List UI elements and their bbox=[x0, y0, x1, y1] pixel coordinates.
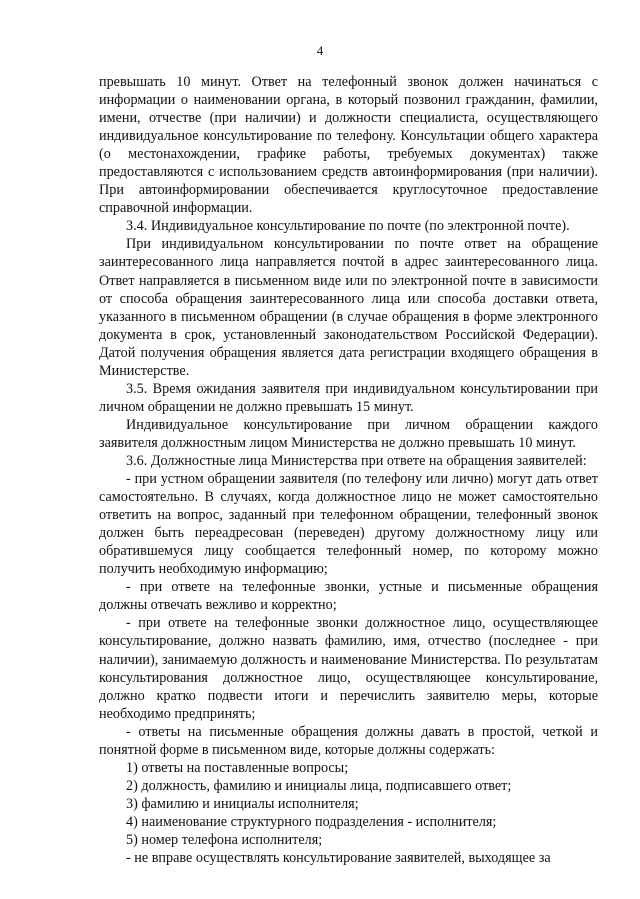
numbered-item-3: 3) фамилию и инициалы исполнителя; bbox=[126, 795, 359, 812]
numbered-item-2: 2) должность, фамилию и инициалы лица, подписавшего ответ; bbox=[126, 777, 512, 794]
list-item-no-consulting-beyond: - не вправе осуществлять консультирование заявителей, выходящее за bbox=[126, 850, 551, 867]
numbered-item-5: 5) номер телефона исполнителя; bbox=[126, 831, 323, 848]
list-item-politeness: - при ответе на телефонные звонки, устные и письменные обращения должны отвечать вежливо и корректно; bbox=[99, 579, 598, 614]
paragraph-continuation: превышать 10 минут. Ответ на телефонный звонок должен начинаться с информации о наименовании органа, в который позвонил гражданин, фамилии, имени, отчестве (при наличии) и должности специалиста, осуществляющего индивидуальное консультирование по телефону. Консультации общего характера (о местонахождении, графике работы, требуемых документах) также предоставляются с использованием средств автоинформирования (при наличии). При автоинформировании обеспечивается круглосуточное предоставление справочной информации. bbox=[99, 74, 598, 217]
numbered-item-1: 1) ответы на поставленные вопросы; bbox=[126, 759, 349, 776]
list-item-phone-answer: - при ответе на телефонные звонки должностное лицо, осуществляющее консультирование, должно назвать фамилию, имя, отчество (последнее - при наличии), занимаемую должность и наименование Министерства. По результатам консультирования должностное лицо, осуществляющее консультирование, должно кратко подвести итоги и перечислить заявителю меры, которые необходимо предпринять; bbox=[99, 615, 598, 722]
document-body bbox=[99, 73, 598, 867]
paragraph-3-4-heading: 3.4. Индивидуальное консультирование по почте (по электронной почте). bbox=[126, 218, 570, 235]
page-number: 4 bbox=[316, 43, 324, 58]
paragraph-3-6: 3.6. Должностные лица Министерства при ответе на обращения заявителей: bbox=[126, 452, 587, 469]
paragraph-3-5: 3.5. Время ожидания заявителя при индивидуальном консультировании при личном обращении не должно превышать 15 минут. bbox=[99, 380, 598, 415]
list-item-oral-request: - при устном обращении заявителя (по телефону или лично) могут дать ответ самостоятельно. В случаях, когда должностное лицо не может самостоятельно ответить на вопрос, заданный при телефонном обращении, телефонный звонок должен быть переадресован (переведен) другому должностному лицу или обратившемуся лицу сообщается телефонный номер, по которому можно получить необходимую информацию; bbox=[99, 471, 598, 578]
paragraph-personal-consulting: Индивидуальное консультирование при личном обращении каждого заявителя должностным лицом Министерства не должно превышать 10 минут. bbox=[99, 416, 598, 451]
numbered-item-4: 4) наименование структурного подразделения - исполнителя; bbox=[126, 813, 497, 830]
list-item-written-answers: - ответы на письменные обращения должны давать в простой, четкой и понятной форме в письменном виде, которые должны содержать: bbox=[99, 723, 598, 758]
paragraph-mail-consulting: При индивидуальном консультировании по почте ответ на обращение заинтересованного лица направляется почтой в адрес заинтересованного лица. Ответ направляется в письменном виде или по электронной почте в зависимости от способа обращения заинтересованного лица или способа доставки ответа, указанного в письменном обращении (в случае обращения в форме электронного документа в срок, установленный законодательством Российской Федерации). Датой получения обращения является дата регистрации входящего обращения в Министерстве. bbox=[99, 236, 598, 379]
